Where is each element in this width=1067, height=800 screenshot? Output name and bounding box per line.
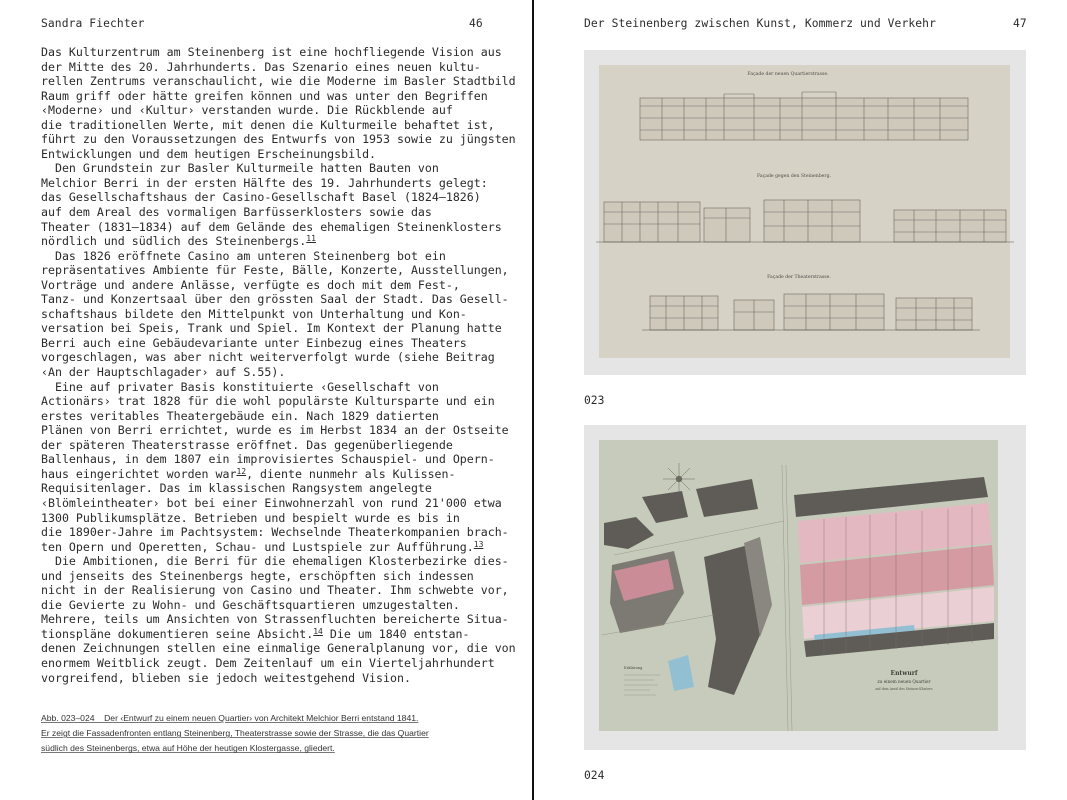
- text-line: denen Zeichnungen stellen eine einmalige Generalplanung vor, die von: [41, 641, 516, 656]
- caption-line: [41, 711, 481, 726]
- map-title-2: zu einem neuen Quartier: [877, 679, 931, 684]
- facade-elevations-drawing: [584, 50, 1026, 375]
- figure-024-label: 024: [584, 769, 605, 782]
- text-line: führt zu den Voraussetzungen des Entwurfs von 1953 sowie zu jüngsten: [41, 132, 516, 147]
- left-page: [0, 0, 533, 800]
- page-number-left: 46: [469, 17, 483, 30]
- text-line: Eine auf privater Basis konstituierte ‹Gesellschaft von: [41, 379, 439, 394]
- right-page: [534, 0, 1067, 800]
- caption-line: Er zeigt die Fassadenfronten entlang Steinenberg, Theaterstrasse sowie der Strasse, die das Quartier: [41, 728, 429, 739]
- text-line: Den Grundstein zur Basler Kulturmeile hatten Bauten von: [41, 161, 439, 176]
- text-line: Ballenhaus, in dem 1807 ein improvisiertes Schauspiel- und Opern-: [41, 452, 495, 467]
- text-line: versation bei Speis, Trank und Spiel. Im Kontext der Planung hatte: [41, 321, 502, 336]
- text-line: vorgreifend, blieben sie jedoch weitestgehend Vision.: [41, 670, 411, 685]
- figure-024-frame: [584, 425, 1026, 750]
- text-line: Theater (1831–1834) auf dem Gelände des ehemaligen Steinenklosters: [41, 219, 502, 234]
- text-line: Vorträge und andere Anlässe, verfügte es doch mit dem Fest-,: [41, 277, 460, 292]
- text-line: Raum griff oder hätte greifen können und was unter den Begriffen: [41, 88, 488, 103]
- text-line: [41, 234, 501, 249]
- running-title: Der Steinenberg zwischen Kunst, Kommerz und Verkehr: [584, 17, 936, 30]
- text-line: schaftshaus bildete den Mittelpunkt von Unterhaltung und Kon-: [41, 306, 467, 321]
- text-line: Berri auch eine Gebäudevariante unter Einbezug eines Theaters: [41, 335, 467, 350]
- text-line: repräsentatives Ambiente für Feste, Bälle, Konzerte, Ausstellungen,: [41, 263, 509, 278]
- facade-title-3: Façade der Theaterstrasse.: [767, 275, 831, 280]
- text-line: Melchior Berri in der ersten Hälfte des 19. Jahrhunderts gelegt:: [41, 175, 488, 190]
- map-legend-title: Erklärung: [624, 666, 643, 670]
- text-line: die 1890er-Jahre im Pachtsystem: Wechselnde Theaterkompanien brach-: [41, 525, 509, 540]
- text-line: enormem Weitblick zeugt. Dem Zeitenlauf um ein Vierteljahrhundert: [41, 655, 495, 670]
- footnote-ref-11[interactable]: 11: [306, 234, 316, 244]
- text-segment: , diente nunmehr als Kulissen-: [246, 466, 456, 481]
- text-line: der späteren Theaterstrasse eröffnet. Das gegenüberliegende: [41, 437, 453, 452]
- author-name: Sandra Fiechter: [41, 17, 145, 30]
- text-line: rellen Zentrums veranschaulicht, wie die Moderne im Basler Stadtbild: [41, 74, 516, 89]
- body-text: [41, 45, 516, 685]
- text-line: [41, 627, 501, 642]
- text-line: ‹Moderne› und ‹Kultur› verstanden wurde. Die Rückblende auf: [41, 103, 453, 118]
- text-line: [41, 540, 501, 555]
- text-segment: nördlich und südlich des Steinenbergs.: [41, 234, 307, 249]
- text-line: Actionärs› trat 1828 für die wohl populärste Kultursparte und ein: [41, 394, 495, 409]
- footnote-ref-14[interactable]: 14: [313, 626, 323, 636]
- text-line: der Mitte des 20. Jahrhunderts. Das Szenario eines neuen kultu-: [41, 59, 481, 74]
- text-line: ‹An der Hauptschlagader› auf S.55).: [41, 365, 286, 380]
- text-line: erstes veritables Theatergebäude ein. Nach 1829 datierten: [41, 408, 439, 423]
- text-line: 1300 Publikumsplätze. Betrieben und bespielt wurde es bis in: [41, 510, 460, 525]
- caption-line: südlich des Steinenbergs, etwa auf Höhe der heutigen Klostergasse, gliedert.: [41, 743, 335, 754]
- figure-caption: [41, 711, 481, 757]
- facade-row-1: [640, 92, 968, 140]
- text-line: Mehrere, teils um Ansichten von Strassenfluchten bereicherte Situa-: [41, 612, 509, 627]
- text-line: auf dem Areal des vormaligen Barfüsserklosters sowie das: [41, 205, 432, 220]
- caption-text: Der ‹Entwurf zu einem neuen Quartier› von Architekt Melchior Berri entstand 1841.: [104, 713, 419, 723]
- text-line: Das Kulturzentrum am Steinenberg ist eine hochfliegende Vision aus: [41, 45, 502, 59]
- text-segment: Die um 1840 entstan-: [322, 626, 470, 641]
- text-segment: ten Opern und Operetten, Schau- und Lustspiele zur Aufführung.: [41, 539, 474, 554]
- text-segment: haus eingerichtet worden war: [41, 466, 237, 481]
- text-line: und jenseits des Steinenbergs hegte, erschöpften sich indessen: [41, 568, 474, 583]
- figure-023-label: 023: [584, 394, 605, 407]
- text-line: nicht in der Realisierung von Casino und Theater. Ihm schwebte vor,: [41, 583, 509, 598]
- facade-title-2: Façade gegen den Steinenberg.: [757, 174, 831, 179]
- text-line: Tanz- und Konzertsaal über den grössten Saal der Stadt. Das Gesell-: [41, 292, 509, 307]
- page-number-right: 47: [1013, 17, 1027, 30]
- text-line: Die Ambitionen, die Berri für die ehemaligen Klosterbezirke dies-: [41, 554, 509, 569]
- footnote-ref-12[interactable]: 12: [236, 466, 247, 476]
- text-line: [41, 467, 501, 482]
- text-line: Das 1826 eröffnete Casino am unteren Steinenberg bot ein: [41, 248, 446, 263]
- text-line: vorgeschlagen, was aber nicht weiterverfolgt wurde (siehe Beitrag: [41, 350, 495, 365]
- text-line: die traditionellen Werte, mit denen die Kulturmeile behaftet ist,: [41, 117, 495, 132]
- quarter-plan-drawing: [584, 425, 1026, 750]
- facade-title-1: Façade der neuen Quartierstrasse.: [747, 72, 829, 77]
- caption-label: Abb. 023–024: [41, 713, 95, 723]
- footnote-ref-13[interactable]: 13: [473, 539, 484, 549]
- text-line: Requisitenlager. Das im klassischen Rangsystem angelegte: [41, 481, 432, 496]
- text-line: Plänen von Berri errichtet, wurde es im Herbst 1834 an der Ostseite: [41, 423, 509, 438]
- map-title-3: auf dem Areal des Steinen-Klosters: [875, 687, 933, 691]
- figure-023-frame: [584, 50, 1026, 375]
- facade-row-3: [642, 294, 980, 330]
- text-line: Entwicklungen und dem heutigen Erscheinungsbild.: [41, 146, 377, 161]
- text-line: das Gesellschaftshaus der Casino-Gesellschaft Basel (1824–1826): [41, 190, 481, 205]
- text-segment: tionspläne dokumentieren seine Absicht.: [41, 626, 314, 641]
- text-line: ‹Blömleintheater› bot bei einer Einwohnerzahl von rund 21'000 etwa: [41, 495, 502, 510]
- text-line: die Gevierte zu Wohn- und Geschäftsquartieren umzugestalten.: [41, 597, 460, 612]
- map-title-1: Entwurf: [890, 670, 918, 677]
